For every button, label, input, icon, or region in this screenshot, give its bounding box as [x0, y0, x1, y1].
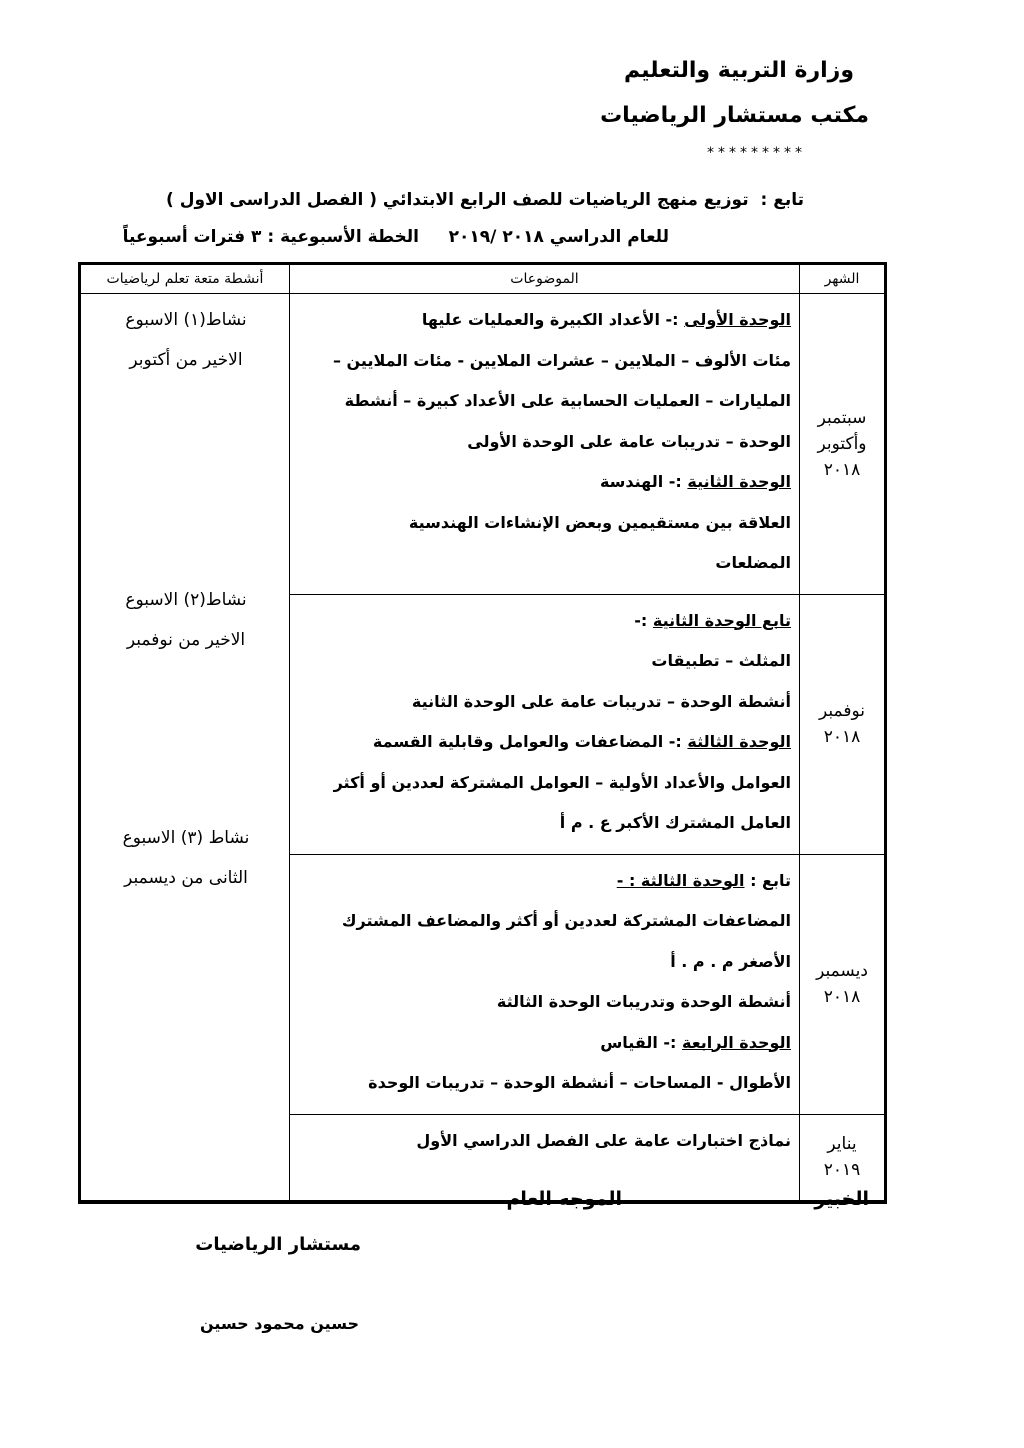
- topic-line: [298, 341, 791, 382]
- supervisor-signature-label: الموجه العام: [506, 1188, 622, 1210]
- topic-text: :- الهندسة: [599, 472, 688, 491]
- topic-line: [298, 901, 791, 942]
- topic-text: المثلث – تطبيقات: [651, 651, 791, 670]
- topic-text: أنشطة الوحدة – تدريبات عامة على الوحدة الثانية: [411, 691, 791, 711]
- topic-line: [298, 300, 791, 341]
- advisor-name: حسين محمود حسين: [199, 1314, 359, 1333]
- topics-header: الموضوعات: [290, 264, 800, 294]
- topics-cell: [290, 854, 800, 1114]
- month-cell: [800, 854, 886, 1114]
- activity-line: الاخير من نوفمبر: [126, 630, 246, 650]
- unit-title: الوحدة الرابعة: [682, 1032, 791, 1052]
- unit-title: الوحدة الثانية: [687, 472, 791, 491]
- topic-text: :- المضاعفات والعوامل وقابلية القسمة: [372, 732, 688, 751]
- curriculum-table: [78, 262, 887, 1204]
- unit-title: الوحدة الثالثة: [687, 732, 791, 751]
- topic-text: العوامل والأعداد الأولية – العوامل المشتركة لعددين أو أكثر: [333, 772, 791, 792]
- topic-text: أنشطة الوحدة وتدريبات الوحدة الثالثة: [496, 992, 791, 1011]
- month-line: سبتمبر: [817, 407, 867, 428]
- month-line: نوفمبر: [819, 701, 865, 721]
- topic-line: [298, 503, 791, 544]
- topic-text: :- الأعداد الكبيرة والعمليات عليها: [421, 310, 685, 329]
- topic-line: [298, 381, 791, 422]
- topic-line: [298, 763, 791, 804]
- document-subject: [166, 190, 804, 210]
- topic-text: الأصغر م . م . أ: [670, 951, 791, 971]
- advisor-title: مستشار الرياضيات: [195, 1234, 361, 1255]
- weekly-plan: الخطة الأسبوعية : ٣ فترات أسبوعياً: [122, 227, 419, 247]
- unit-title: تابع الوحدة الثانية: [652, 610, 791, 630]
- activity-entry: [86, 818, 286, 898]
- activity-entry: [86, 300, 286, 380]
- topic-text: الوحدة – تدريبات عامة على الوحدة الأولى: [467, 431, 791, 451]
- unit-title: الوحدة الأولى: [684, 310, 791, 329]
- topic-line: [298, 722, 791, 763]
- topic-text: نماذج اختبارات عامة على الفصل الدراسي الأول: [416, 1130, 791, 1150]
- topics-cell: [290, 294, 800, 595]
- month-line: ٢٠١٩: [823, 1160, 861, 1181]
- month-cell: [800, 294, 886, 595]
- academic-year: للعام الدراسي ٢٠١٨ /٢٠١٩: [448, 227, 669, 247]
- activity-line: نشاط(١) الاسبوع: [125, 310, 247, 330]
- month-cell: [800, 594, 886, 854]
- topic-line: [298, 601, 791, 642]
- activity-line: الاخير من أكتوبر: [129, 350, 243, 370]
- topic-text: العامل المشترك الأكبر ع . م أ: [559, 813, 791, 832]
- topic-text: المضاعفات المشتركة لعددين أو أكثر والمضاعف المشترك: [341, 911, 791, 930]
- topic-line: [298, 861, 791, 902]
- month-line: وأكتوبر: [817, 433, 867, 454]
- month-line: ٢٠١٨: [823, 987, 861, 1007]
- activity-line: نشاط (٣) الاسبوع: [122, 828, 250, 848]
- topic-line: [298, 1023, 791, 1064]
- expert-signature-label: الخبير: [814, 1188, 869, 1210]
- topic-text: مئات الألوف – الملايين – عشرات الملايين - مئات الملايين –: [332, 350, 791, 370]
- topic-line: [298, 462, 791, 503]
- topic-line: [298, 1063, 791, 1104]
- topic-text: تابع :: [744, 870, 791, 890]
- topic-line: [298, 641, 791, 682]
- topic-text: الأطوال - المساحات – أنشطة الوحدة – تدريبات الوحدة: [368, 1073, 791, 1092]
- topic-line: [298, 422, 791, 463]
- activity-line: الثانى من ديسمبر: [124, 868, 248, 888]
- topic-text: العلاقة بين مستقيمين وبعض الإنشاءات الهندسية: [408, 512, 791, 532]
- month-line: ٢٠١٨: [823, 459, 861, 480]
- topics-cell: [290, 594, 800, 854]
- ministry-title: وزارة التربية والتعليم: [624, 58, 854, 83]
- activity-entry: [86, 580, 286, 660]
- unit-title: الوحدة الثالثة : -: [616, 870, 745, 890]
- activities-cell: [80, 294, 290, 1203]
- topic-line: [298, 682, 791, 723]
- topic-line: [298, 982, 791, 1023]
- office-title: مكتب مستشار الرياضيات: [600, 103, 869, 128]
- topic-line: [298, 1121, 791, 1162]
- topic-text: المضلعات: [715, 553, 791, 572]
- month-line: ٢٠١٨: [823, 727, 861, 747]
- month-line: يناير: [827, 1134, 857, 1155]
- topic-line: [298, 543, 791, 584]
- month-header: الشهر: [800, 264, 886, 294]
- topic-line: [298, 803, 791, 844]
- stars-divider: *********: [707, 145, 806, 161]
- subject-text: توزيع منهج الرياضيات للصف الرابع الابتدائي ( الفصل الدراسى الاول ): [166, 190, 749, 210]
- month-line: ديسمبر: [816, 961, 868, 981]
- topic-text: :- القياس: [600, 1032, 683, 1052]
- table-header-row: [80, 264, 886, 294]
- topic-text: :-: [634, 610, 653, 630]
- subject-label: تابع :: [760, 190, 804, 210]
- activities-header: أنشطة متعة تعلم لرياضيات: [80, 264, 290, 294]
- activity-line: نشاط(٢) الاسبوع: [125, 590, 247, 610]
- topic-text: المليارات – العمليات الحسابية على الأعداد كبيرة – أنشطة: [344, 391, 791, 410]
- topic-line: [298, 942, 791, 983]
